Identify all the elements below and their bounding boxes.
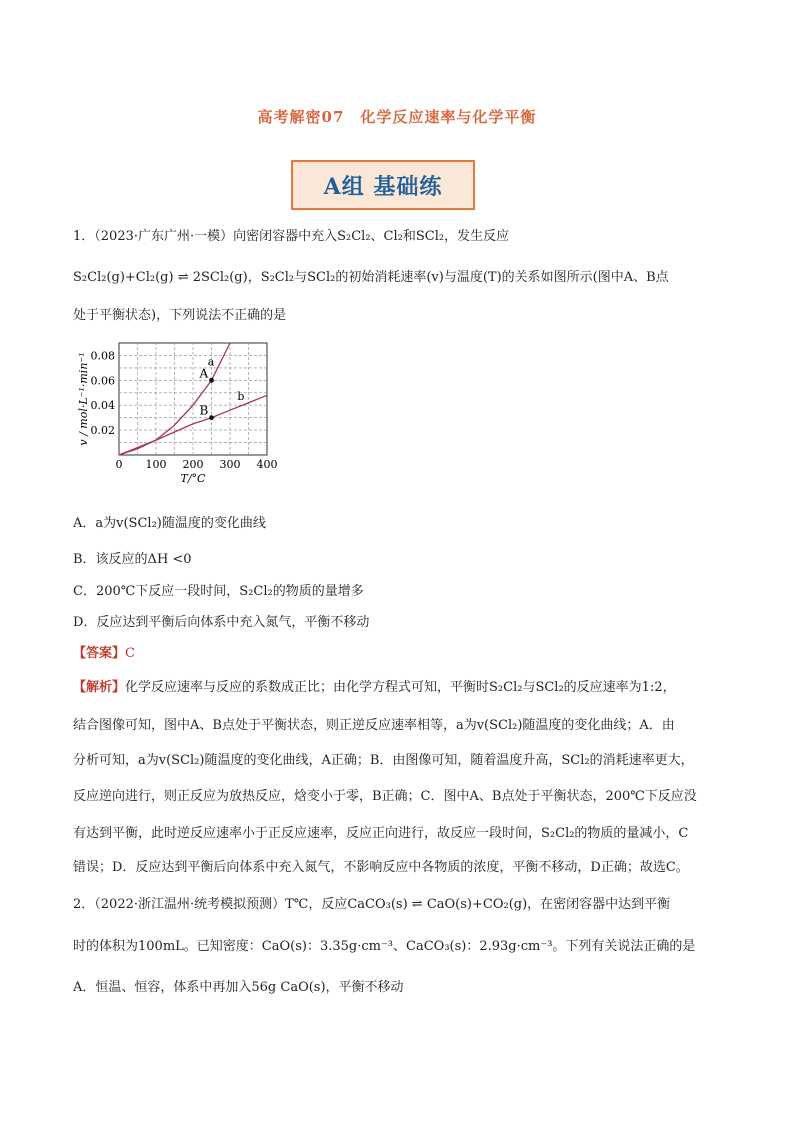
q1-analysis-line2: 结合图像可知，图中A、B点处于平衡状态，则正逆反应速率相等，a为v(SCl₂)随温度的变化曲线；A．由 bbox=[73, 718, 675, 733]
page-title: 高考解密07 化学反应速率与化学平衡 bbox=[257, 108, 537, 126]
q1-option-d: D．反应达到平衡后向体系中充入氮气，平衡不移动 bbox=[73, 615, 370, 630]
q1-analysis-line4: 反应逆向进行，则正反应为放热反应，焓变小于零，B正确；C．图中A、B点处于平衡状态，200℃下反应没 bbox=[73, 789, 697, 804]
answer-value: C bbox=[125, 646, 135, 661]
answer-tag: 【答案】 bbox=[73, 646, 126, 661]
chart-svg bbox=[73, 335, 283, 490]
series-label-a: a bbox=[207, 355, 215, 369]
point-A bbox=[209, 378, 214, 383]
analysis-text: 化学反应速率与反应的系数成正比；由化学方程式可知，平衡时S₂Cl₂与SCl₂的反应速率为1:2， bbox=[125, 680, 676, 695]
q1-stem-line2: S₂Cl₂(g)+Cl₂(g) ⇌ 2SCl₂(g)，S₂Cl₂与SCl₂的初始消耗速率(v)与温度(T)的关系如图所示(图中A、B点 bbox=[73, 270, 669, 285]
q1-analysis-line6: 错误；D．反应达到平衡后向体系中充入氮气，不影响反应中各物质的浓度，平衡不移动，D正确；故选C。 bbox=[73, 860, 689, 875]
point-B bbox=[209, 415, 214, 420]
q1-option-c: C．200℃下反应一段时间，S₂Cl₂的物质的量增多 bbox=[73, 584, 364, 599]
section-label: A组 基础练 bbox=[323, 173, 443, 200]
q1-stem-line1: 1．（2023·广东广州·一模）向密闭容器中充入S₂Cl₂、Cl₂和SCl₂，发生反应 bbox=[73, 229, 510, 244]
q1-stem-line3: 处于平衡状态)，下列说法不正确的是 bbox=[73, 308, 287, 323]
x-axis-label: T/°C bbox=[180, 472, 206, 485]
analysis-tag: 【解析】 bbox=[73, 680, 126, 695]
x-tick-label: 100 bbox=[145, 458, 167, 471]
q1-option-a: A．a为v(SCl₂)随温度的变化曲线 bbox=[73, 516, 266, 531]
x-tick-label: 0 bbox=[115, 458, 123, 471]
q1-option-b: B．该反应的ΔH <0 bbox=[73, 552, 192, 567]
section-heading bbox=[291, 160, 475, 210]
point-label-A: A bbox=[199, 366, 209, 381]
y-tick-label: 0.02 bbox=[90, 424, 115, 438]
rate-temperature-chart bbox=[73, 335, 283, 490]
point-label-B: B bbox=[199, 403, 209, 418]
q2-stem-line2: 时的体积为100mL。已知密度：CaO(s)：3.35g·cm⁻³、CaCO₃(s)：2.93g·cm⁻³。下列有关说法正确的是 bbox=[73, 939, 696, 954]
q1-answer bbox=[73, 642, 135, 661]
q2-option-a: A．恒温、恒容，体系中再加入56g CaO(s)，平衡不移动 bbox=[73, 980, 404, 995]
y-axis-label: v / mol·L⁻¹·min⁻¹ bbox=[77, 352, 90, 446]
q2-stem-line1: 2．（2022·浙江温州·统考模拟预测）T℃，反应CaCO₃(s) ⇌ CaO(s)+CO₂(g)，在密闭容器中达到平衡 bbox=[73, 897, 671, 912]
y-tick-label: 0.06 bbox=[90, 374, 115, 388]
series-label-b: b bbox=[237, 390, 245, 404]
q1-analysis-line3: 分析可知，a为v(SCl₂)随温度的变化曲线，A正确；B．由图像可知，随着温度升高，SCl₂的消耗速率更大， bbox=[73, 753, 694, 768]
q1-analysis-line5: 有达到平衡，此时逆反应速率小于正反应速率，反应正向进行，故反应一段时间，S₂Cl₂的物质的量减小，C bbox=[73, 826, 689, 841]
x-tick-label: 400 bbox=[256, 458, 278, 471]
x-tick-label: 300 bbox=[219, 458, 241, 471]
q1-analysis-line1 bbox=[73, 676, 676, 695]
y-tick-label: 0.08 bbox=[90, 349, 115, 363]
y-tick-label: 0.04 bbox=[90, 399, 115, 413]
x-tick-label: 200 bbox=[182, 458, 204, 471]
